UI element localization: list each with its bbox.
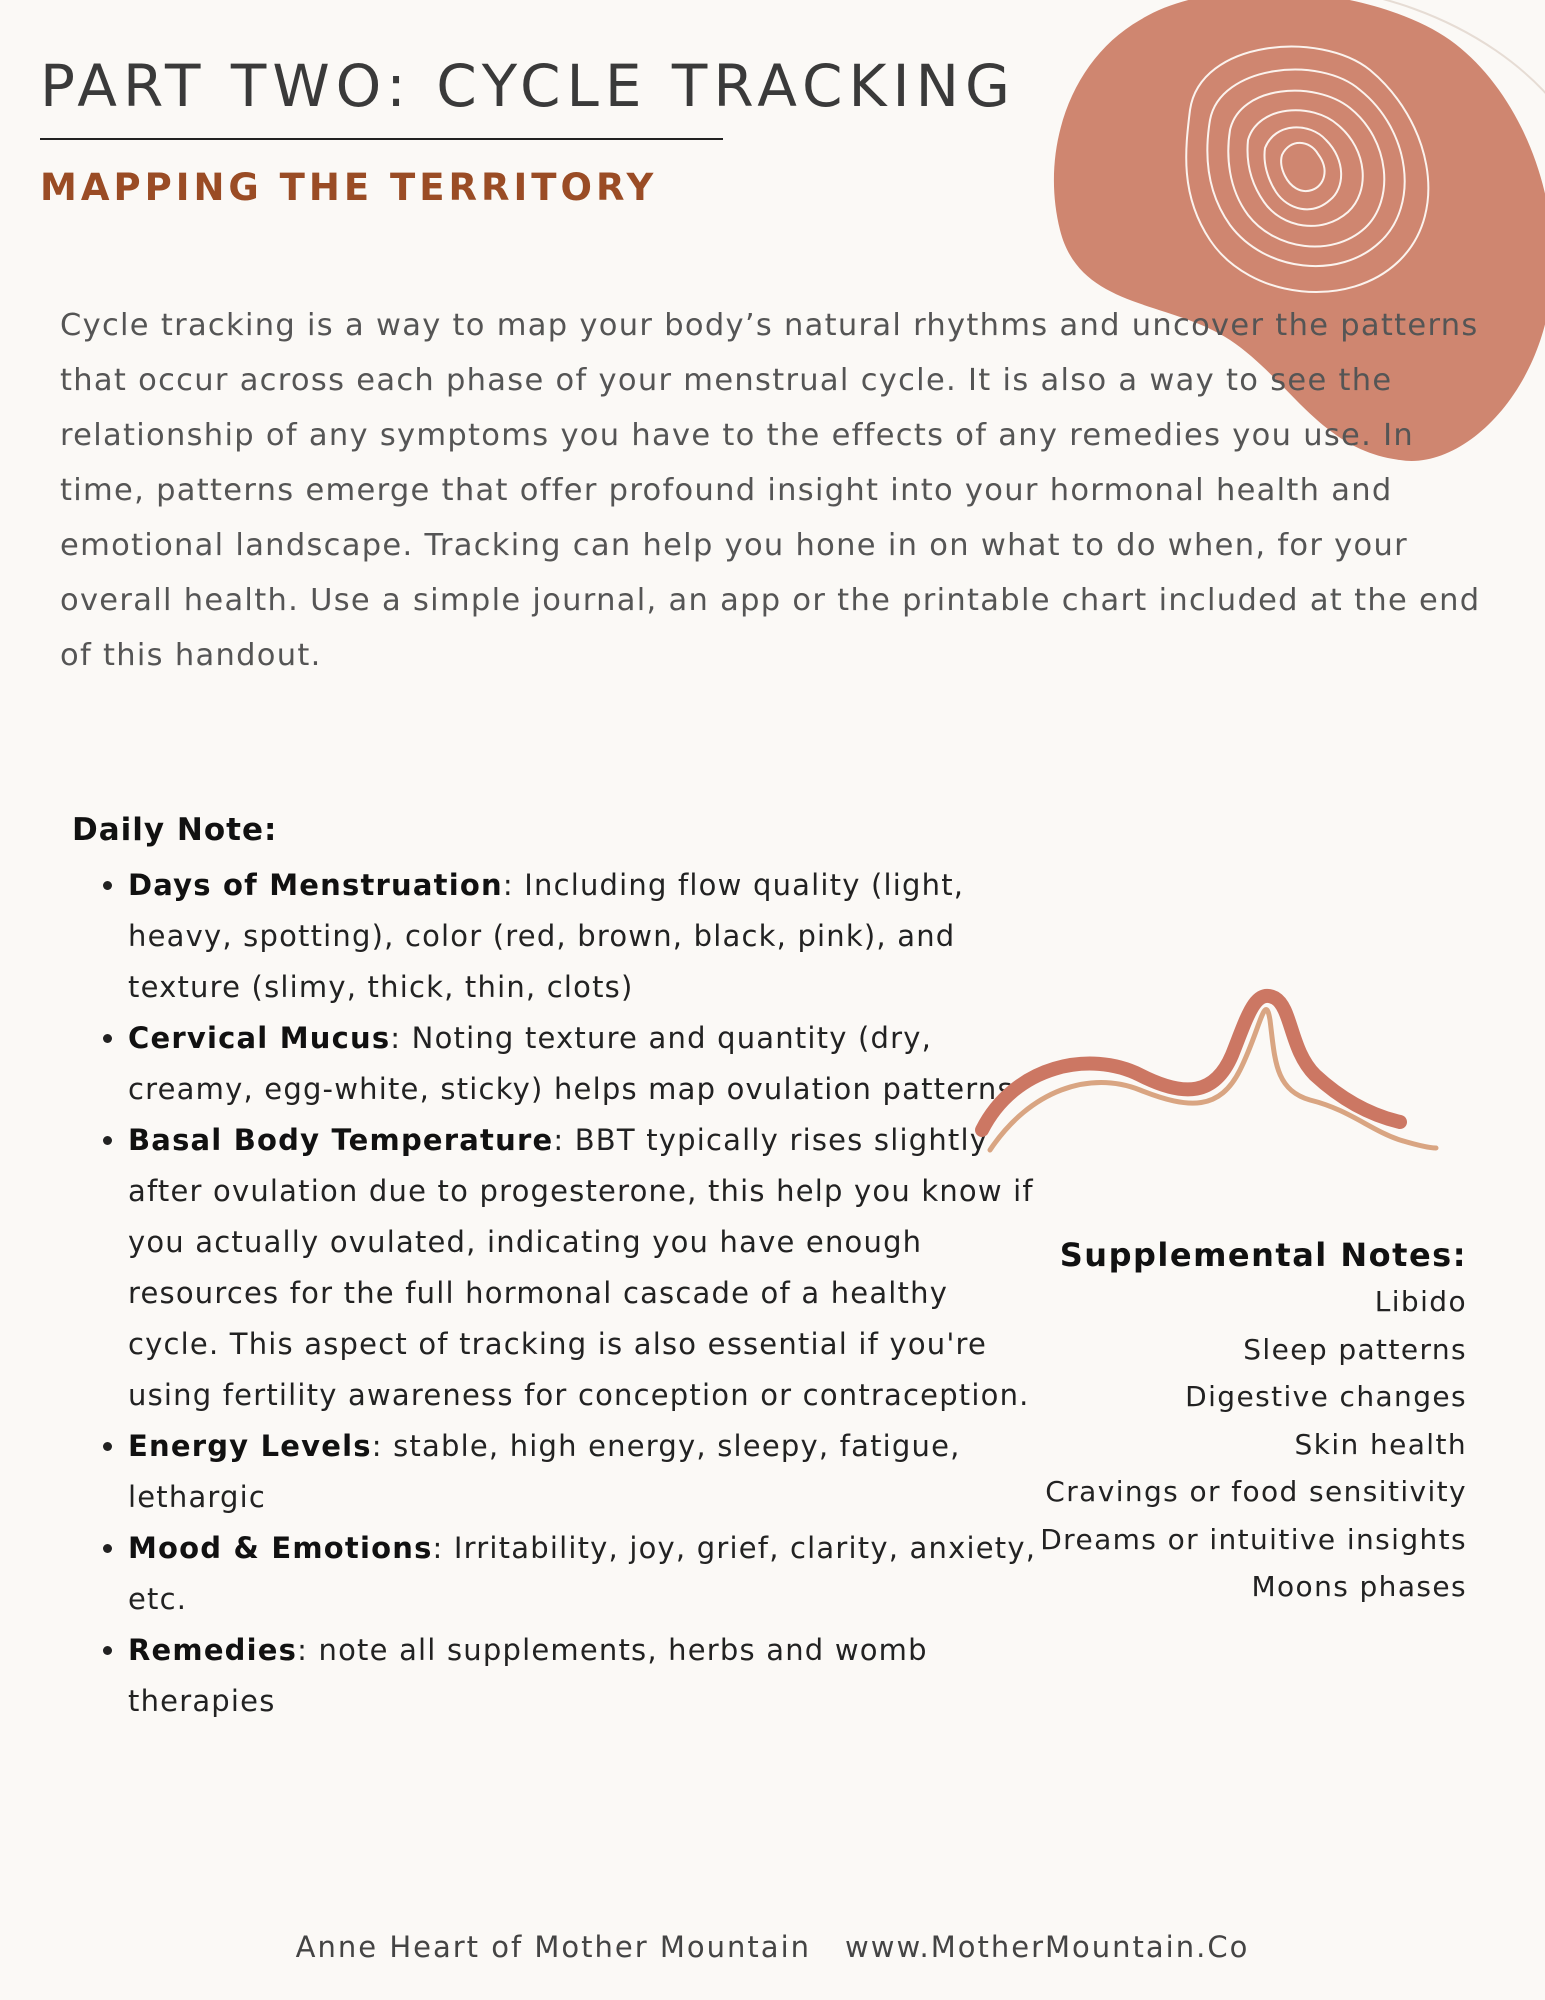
list-item-term: Remedies: [128, 1633, 298, 1667]
footer-website-link[interactable]: www.MotherMountain.Co: [845, 1930, 1250, 1964]
list-item-desc: : stable, high energy, sleepy, fatigue, lethargic: [128, 1429, 961, 1514]
list-item-desc: : Including flow quality (light, heavy, spotting), color (red, brown, black, pink), and texture (slimy, thick, thin, clots): [128, 868, 965, 1004]
list-item-term: Energy Levels: [128, 1429, 372, 1463]
daily-note-list: [72, 860, 1048, 1727]
list-item: [128, 1625, 1048, 1727]
list-item: [128, 1013, 1048, 1115]
list-item: Libido: [1374, 1285, 1467, 1318]
wave-graphic: [970, 980, 1440, 1160]
list-item-term: Basal Body Temperature: [128, 1123, 554, 1157]
list-item: Digestive changes: [1185, 1380, 1467, 1413]
footer-author: Anne Heart of Mother Mountain: [295, 1930, 812, 1964]
supplemental-notes-heading: Supplemental Notes:: [1059, 1236, 1467, 1274]
supplemental-notes: [1040, 1236, 1467, 1611]
list-item: Sleep patterns: [1243, 1332, 1467, 1366]
list-item: [128, 1421, 1048, 1523]
page-title: PART TWO: CYCLE TRACKING: [40, 52, 1016, 120]
list-item-term: Days of Menstruation: [128, 868, 503, 902]
footer: [0, 1930, 1545, 1964]
list-item: [128, 1115, 1048, 1421]
list-item: Skin health: [1294, 1427, 1467, 1461]
list-item: [128, 860, 1048, 1013]
list-item-desc: : Noting texture and quantity (dry, creamy, egg-white, sticky) helps map ovulation patterns: [128, 1021, 1014, 1106]
list-item-desc: : BBT typically rises slightly after ovulation due to progesterone, this help you know if you actually ovulated, indicating you have enough resources for the full hormonal cascade of a healthy cycle. This aspect of tracking is also essential if you're using fertility awareness for conception or contraception.: [128, 1123, 1034, 1412]
title-underline: [40, 138, 723, 140]
page-subtitle: MAPPING THE TERRITORY: [40, 166, 658, 209]
intro-paragraph: Cycle tracking is a way to map your body’s natural rhythms and uncover the patterns that occur across each phase of your menstrual cycle. It is also a way to see the relationship of any symptoms you have to the effects of any remedies you use. In time, patterns emerge that offer profound insight into your hormonal health and emotional landscape. Tracking can help you hone in on what to do when, for your overall health. Use a simple journal, an app or the printable chart included at the end of this handout.: [60, 308, 1481, 673]
list-item-term: Mood & Emotions: [128, 1531, 433, 1565]
list-item: Dreams or intuitive insights: [1040, 1522, 1467, 1556]
list-item-desc: : note all supplements, herbs and womb therapies: [128, 1633, 928, 1718]
supplemental-notes-list: [1040, 1278, 1467, 1611]
list-item: Moons phases: [1251, 1570, 1467, 1603]
list-item: Cravings or food sensitivity: [1045, 1475, 1467, 1508]
list-item-term: Cervical Mucus: [128, 1021, 391, 1055]
list-item: [128, 1523, 1048, 1625]
list-item-desc: : Irritability, joy, grief, clarity, anxiety, etc.: [128, 1531, 1037, 1616]
daily-note-heading: Daily Note:: [72, 812, 278, 848]
